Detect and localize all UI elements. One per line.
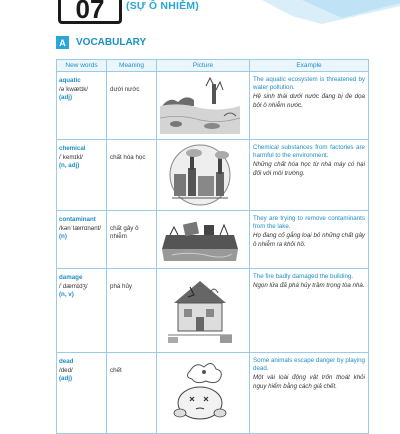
- meaning-cell: [107, 269, 157, 353]
- meaning: phá hủy: [110, 283, 133, 290]
- dead-animal-cartoon-icon: [160, 357, 240, 427]
- example-cell: [250, 140, 369, 211]
- word: aquatic: [59, 77, 81, 84]
- unit-number-box: [58, 0, 122, 24]
- picture-cell: [157, 353, 250, 434]
- part-of-speech: (adj): [59, 375, 73, 383]
- word: chemical: [59, 145, 86, 152]
- example-english: They are trying to remove contaminants from the lake.: [253, 215, 365, 231]
- example-vietnamese: Những chất hóa học từ nhà máy có hại đối với môi trường.: [253, 161, 365, 177]
- word: contaminant: [59, 216, 96, 223]
- unit-number: 07: [75, 0, 105, 24]
- word: damage: [59, 274, 83, 281]
- example-vietnamese: Một vài loài động vật trốn thoát khỏi nguy hiểm bằng cách giả chết.: [253, 374, 365, 390]
- vocabulary-section-header: [56, 36, 146, 49]
- example-vietnamese: Hệ sinh thái dưới nước đang bị đe dọa bởi ô nhiễm nước.: [253, 93, 365, 109]
- table-row: [57, 211, 369, 269]
- example-cell: [250, 269, 369, 353]
- phonetic: /ˈdæmɪdʒ/: [59, 282, 88, 290]
- word-cell: [57, 72, 107, 140]
- meaning-cell: [107, 211, 157, 269]
- example-english: The aquatic ecosystem is threatened by water pollution.: [253, 76, 365, 92]
- example-cell: [250, 353, 369, 434]
- phonetic: /əˈkwætɪk/: [59, 85, 89, 93]
- phonetic: /ded/: [59, 366, 73, 374]
- word-cell: [57, 140, 107, 211]
- unit-subtitle: (SỰ Ô NHIỄM): [126, 0, 199, 12]
- meaning: chất gây ô nhiễm: [110, 225, 139, 240]
- example-english: Chemical substances from factories are harmful to the environment.: [253, 144, 365, 160]
- part-of-speech: (adj): [59, 94, 73, 102]
- column-header-new-words: New words: [57, 60, 107, 72]
- example-cell: [250, 72, 369, 140]
- table-header-row: [57, 60, 369, 72]
- meaning: chất hóa học: [110, 154, 146, 161]
- example-vietnamese: Ngọn lửa đã phá hủy trầm trọng tòa nhà.: [253, 282, 365, 290]
- vocabulary-table: [56, 59, 369, 434]
- column-header-picture: Picture: [157, 60, 250, 72]
- table-row: [57, 72, 369, 140]
- meaning-cell: [107, 140, 157, 211]
- word-cell: [57, 211, 107, 269]
- part-of-speech: (n): [59, 233, 67, 241]
- meaning: dưới nước: [110, 86, 140, 93]
- section-title: VOCABULARY: [76, 37, 147, 48]
- part-of-speech: (n, v): [59, 291, 74, 299]
- word-cell: [57, 353, 107, 434]
- word-cell: [57, 269, 107, 353]
- table-row: [57, 353, 369, 434]
- word: dead: [59, 358, 74, 365]
- header-decoration-icon: [262, 0, 400, 24]
- damaged-house-icon: [160, 273, 240, 347]
- example-vietnamese: Họ đang cố gắng loại bỏ những chất gây ô nhiễm ra khỏi hồ.: [253, 232, 365, 248]
- contaminated-land-icon: [160, 215, 240, 263]
- phonetic: /kənˈtæmɪnənt/: [59, 224, 102, 232]
- meaning-cell: [107, 72, 157, 140]
- section-letter-badge: A: [56, 36, 69, 49]
- column-header-example: Example: [250, 60, 369, 72]
- table-row: [57, 140, 369, 211]
- aquatic-scene-icon: [160, 76, 240, 134]
- meaning-cell: [107, 353, 157, 434]
- example-english: The fire badly damaged the building.: [253, 273, 354, 280]
- example-cell: [250, 211, 369, 269]
- phonetic: /ˈkemɪkl/: [59, 153, 83, 161]
- picture-cell: [157, 211, 250, 269]
- example-english: Some animals escape danger by playing dead.: [253, 357, 365, 373]
- meaning: chết: [110, 367, 122, 374]
- picture-cell: [157, 269, 250, 353]
- part-of-speech: (n, adj): [59, 162, 80, 170]
- table-row: [57, 269, 369, 353]
- picture-cell: [157, 140, 250, 211]
- picture-cell: [157, 72, 250, 140]
- column-header-meaning: Meaning: [107, 60, 157, 72]
- factory-icon: [160, 144, 240, 206]
